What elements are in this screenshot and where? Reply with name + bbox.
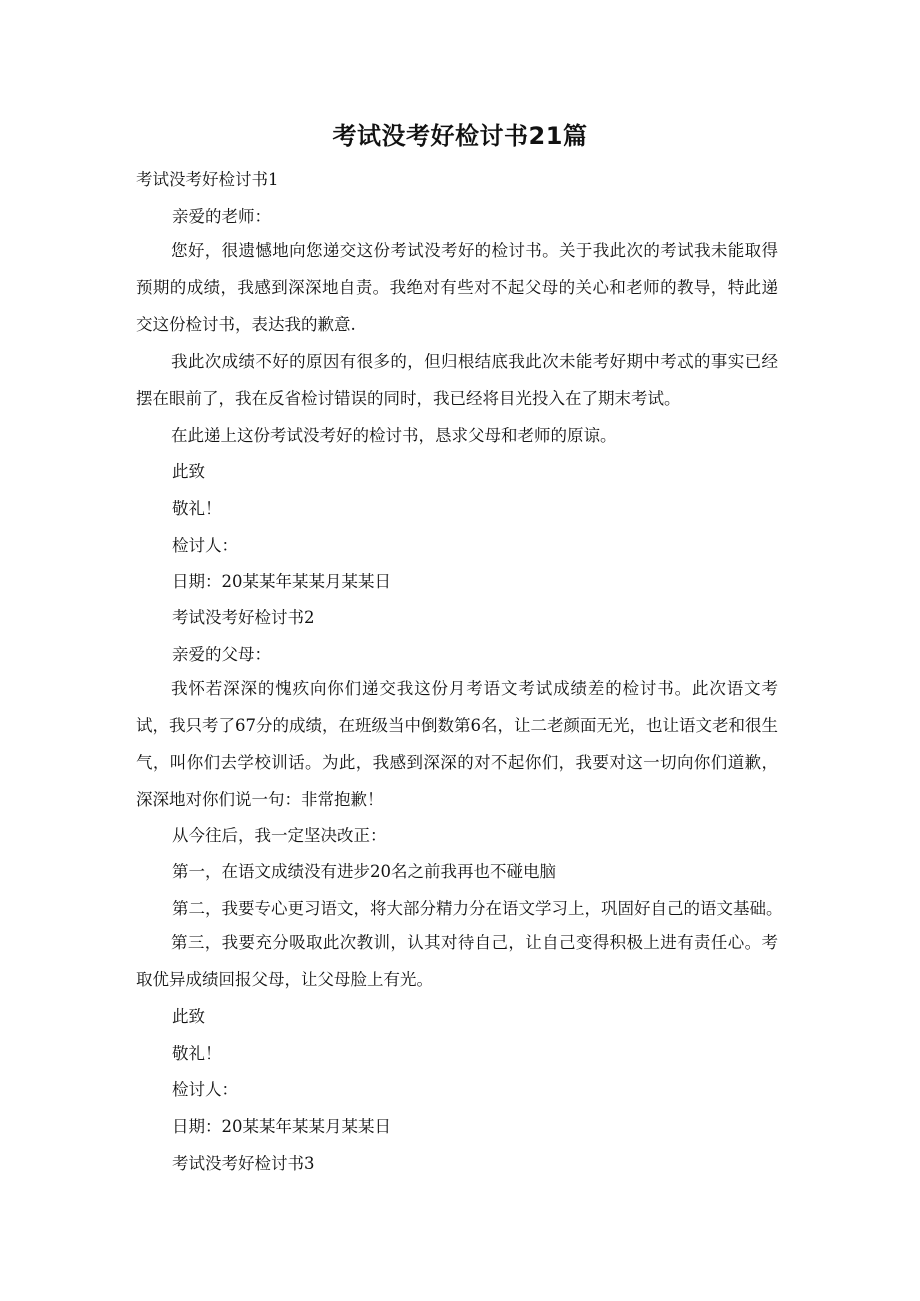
signer-2: 检讨人： [172, 1080, 238, 1099]
closing-salute-2: 敬礼！ [172, 1044, 222, 1063]
paragraph-1-1: 您好，很遗憾地向您递交这份考试没考好的检讨书。关于我此次的考试我未能取得预期的成绩，我感到深深地自责。我绝对有些对不起父母的关心和老师的教导，特此递交这份检讨书，表达我的歉意. [136, 241, 778, 334]
paragraph-2-3: 第一，在语文成绩没有进步20名之前我再也不碰电脑 [172, 862, 556, 881]
paragraph-2-5: 第三，我要充分吸取此次教训，认其对待自己，让自己变得积极上进有责任心。考取优异成绩回报父母，让父母脸上有光。 [136, 933, 778, 989]
closing-salute-1: 敬礼！ [172, 499, 222, 518]
section-heading-2: 考试没考好检讨书2 [172, 608, 315, 627]
closing-greeting-2: 此致 [172, 1007, 205, 1026]
closing-greeting-1: 此致 [172, 462, 205, 481]
document-title: 考试没考好检讨书21篇 [332, 122, 588, 150]
paragraph-2-1: 我怀若深深的愧疚向你们递交我这份月考语文考试成绩差的检讨书。此次语文考试，我只考了67分的成绩，在班级当中倒数第6名，让二老颜面无光，也让语文老和很生气，叫你们去学校训话。为此，我感到深深的对不起你们，我要对这一切向你们道歉，深深地对你们说一句：非常抱歉！ [136, 679, 778, 809]
paragraph-1-2: 我此次成绩不好的原因有很多的，但归根结底我此次未能考好期中考忒的事实已经摆在眼前了，我在反省检讨错误的同时，我已经将目光投入在了期末考试。 [136, 352, 778, 408]
date-1: 日期：20某某年某某月某某日 [172, 572, 391, 591]
section-heading-3: 考试没考好检讨书3 [172, 1154, 315, 1173]
paragraph-1-3: 在此递上这份考试没考好的检讨书，恳求父母和老师的原谅。 [171, 426, 617, 445]
section-heading-1: 考试没考好检讨书1 [136, 170, 279, 189]
paragraph-2-2: 从今往后，我一定坚决改正： [172, 826, 387, 845]
salutation-2: 亲爱的父母： [172, 645, 271, 664]
date-2: 日期：20某某年某某月某某日 [172, 1117, 391, 1136]
signer-1: 检讨人： [172, 536, 238, 555]
salutation-1: 亲爱的老师： [172, 207, 271, 226]
paragraph-2-4: 第二，我要专心更习语文，将大部分精力分在语文学习上，巩固好自己的语文基础。 [172, 899, 783, 918]
